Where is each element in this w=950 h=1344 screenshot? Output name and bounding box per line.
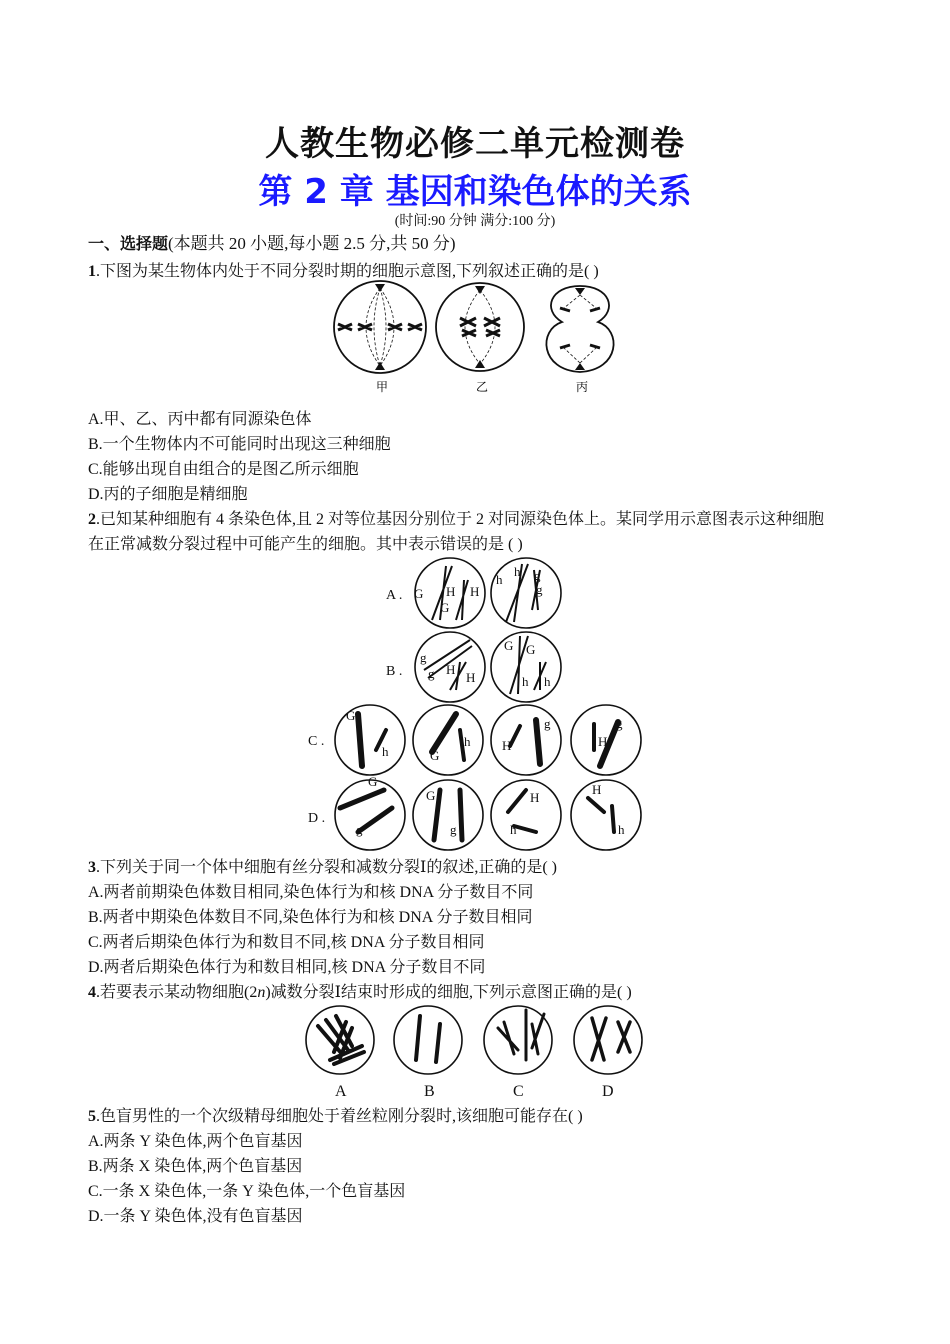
- gene-label: G: [430, 748, 440, 763]
- gene-label: G: [426, 788, 436, 803]
- gene-label: h: [544, 674, 551, 689]
- row-label-b: B .: [386, 664, 403, 679]
- q3-option-c: C.两者后期染色体行为和数目不同,核 DNA 分子数目相同: [88, 934, 485, 951]
- question-text: .下列关于同一个体中细胞有丝分裂和减数分裂Ⅰ的叙述,正确的是( ): [96, 859, 557, 876]
- gene-label: H: [446, 662, 456, 677]
- cell-a1: [414, 558, 485, 628]
- gene-label: G: [504, 638, 514, 653]
- gene-label: g: [616, 716, 623, 731]
- gene-label: g: [536, 582, 543, 597]
- q5-option-a: A.两条 Y 染色体,两个色盲基因: [88, 1133, 303, 1150]
- cell-4c: [484, 1006, 552, 1074]
- gene-label: g: [420, 650, 427, 665]
- figure-gamete-options: [300, 550, 660, 855]
- question-2-stem-line2: 在正常减数分裂过程中可能产生的细胞。其中表示错误的是 ( ): [88, 536, 523, 553]
- cell-c1: [335, 705, 405, 775]
- gene-label: H: [470, 584, 480, 599]
- fig1-label-jia: 甲: [376, 380, 389, 394]
- q5-option-b: B.两条 X 染色体,两个色盲基因: [88, 1158, 303, 1175]
- q3-option-b: B.两者中期染色体数目不同,染色体行为和核 DNA 分子数目相同: [88, 909, 533, 926]
- cell-d4: [571, 780, 641, 850]
- question-number: 1: [88, 263, 96, 280]
- cell-b2: [491, 632, 561, 702]
- section-desc: (本题共 20 小题,每小题 2.5 分,共 50 分): [168, 234, 456, 253]
- cell-jia: [334, 281, 426, 373]
- section-title: 一、选择题: [88, 234, 169, 253]
- question-5-stem: [88, 1107, 583, 1127]
- question-text: .若要表示某动物细胞(2: [96, 984, 258, 1001]
- gene-label: H: [598, 734, 608, 749]
- section-heading: [88, 234, 456, 254]
- gene-label: g: [428, 666, 435, 681]
- question-number: 5: [88, 1108, 96, 1125]
- question-1-stem: [88, 262, 599, 282]
- q5-option-d: D.一条 Y 染色体,没有色盲基因: [88, 1208, 303, 1225]
- cell-4a: [306, 1006, 374, 1074]
- gene-label: G: [414, 586, 424, 601]
- question-2-stem-line1: [88, 510, 824, 530]
- fig4-label-c: C: [513, 1083, 524, 1100]
- cell-bing: [546, 286, 613, 372]
- cell-c4: [571, 705, 641, 775]
- fig4-label-a: A: [335, 1083, 347, 1100]
- cell-b1: [415, 632, 485, 702]
- ploidy-n: n: [257, 984, 266, 1001]
- question-text: .下图为某生物体内处于不同分裂时期的细胞示意图,下列叙述正确的是( ): [96, 263, 599, 280]
- gene-label: g: [534, 568, 541, 583]
- fig4-label-d: D: [602, 1083, 614, 1100]
- figure-cell-division: [330, 280, 630, 396]
- question-3-stem: [88, 858, 557, 878]
- gene-label: h: [464, 734, 471, 749]
- q1-option-b: B.一个生物体内不可能同时出现这三种细胞: [88, 436, 391, 453]
- q1-option-a: A.甲、乙、丙中都有同源染色体: [88, 411, 312, 428]
- question-text: )减数分裂Ⅰ结束时形成的细胞,下列示意图正确的是( ): [265, 984, 632, 1001]
- gene-label: H: [592, 782, 602, 797]
- gene-label: G: [346, 708, 356, 723]
- question-number: 3: [88, 859, 96, 876]
- q1-option-c: C.能够出现自由组合的是图乙所示细胞: [88, 461, 359, 478]
- gene-label: h: [510, 822, 517, 837]
- gene-label: g: [450, 822, 457, 837]
- gene-label: H: [502, 738, 512, 753]
- q3-option-a: A.两者前期染色体数目相同,染色体行为和核 DNA 分子数目不同: [88, 884, 534, 901]
- question-text: .已知某种细胞有 4 条染色体,且 2 对等位基因分别位于 2 对同源染色体上。某同学用示意图表示这种细胞: [96, 511, 825, 528]
- cell-d1: [335, 774, 405, 850]
- cell-d3: [491, 780, 561, 850]
- q5-option-c: C.一条 X 染色体,一条 Y 染色体,一个色盲基因: [88, 1183, 406, 1200]
- gene-label: G: [440, 600, 450, 615]
- fig1-label-bing: 丙: [576, 380, 589, 394]
- gene-label: h: [382, 744, 389, 759]
- cell-4d: [574, 1006, 642, 1074]
- fig4-label-b: B: [424, 1083, 435, 1100]
- cell-c3: [491, 705, 561, 775]
- cell-d2: [413, 780, 483, 850]
- row-label-c: C .: [308, 734, 325, 749]
- cell-c2: [413, 705, 483, 775]
- gene-label: G: [368, 774, 378, 789]
- row-label-a: A .: [386, 588, 403, 603]
- gene-label: H: [466, 670, 476, 685]
- gene-label: h: [618, 822, 625, 837]
- gene-label: H: [446, 584, 456, 599]
- cell-a2: [491, 558, 561, 628]
- q1-option-d: D.丙的子细胞是精细胞: [88, 486, 248, 503]
- gene-label: h: [522, 674, 529, 689]
- question-number: 4: [88, 984, 96, 1001]
- figure-meiosis-cells: [300, 1000, 650, 1104]
- gene-label: H: [530, 790, 540, 805]
- cell-yi: [436, 283, 524, 371]
- row-label-d: D .: [308, 811, 326, 826]
- gene-label: g: [544, 716, 551, 731]
- gene-label: G: [526, 642, 536, 657]
- page-title: 人教生物必修二单元检测卷: [265, 124, 685, 164]
- exam-meta: (时间:90 分钟 满分:100 分): [394, 214, 556, 229]
- cell-4b: [394, 1006, 462, 1074]
- fig1-label-yi: 乙: [476, 380, 489, 394]
- chapter-title: 第 2 章 基因和染色体的关系: [258, 172, 692, 212]
- gene-label: h: [514, 564, 521, 579]
- gene-label: g: [356, 822, 363, 837]
- gene-label: h: [496, 572, 503, 587]
- question-text: .色盲男性的一个次级精母细胞处于着丝粒刚分裂时,该细胞可能存在( ): [96, 1108, 583, 1125]
- q3-option-d: D.两者后期染色体行为和数目相同,核 DNA 分子数目不同: [88, 959, 486, 976]
- question-number: 2: [88, 511, 96, 528]
